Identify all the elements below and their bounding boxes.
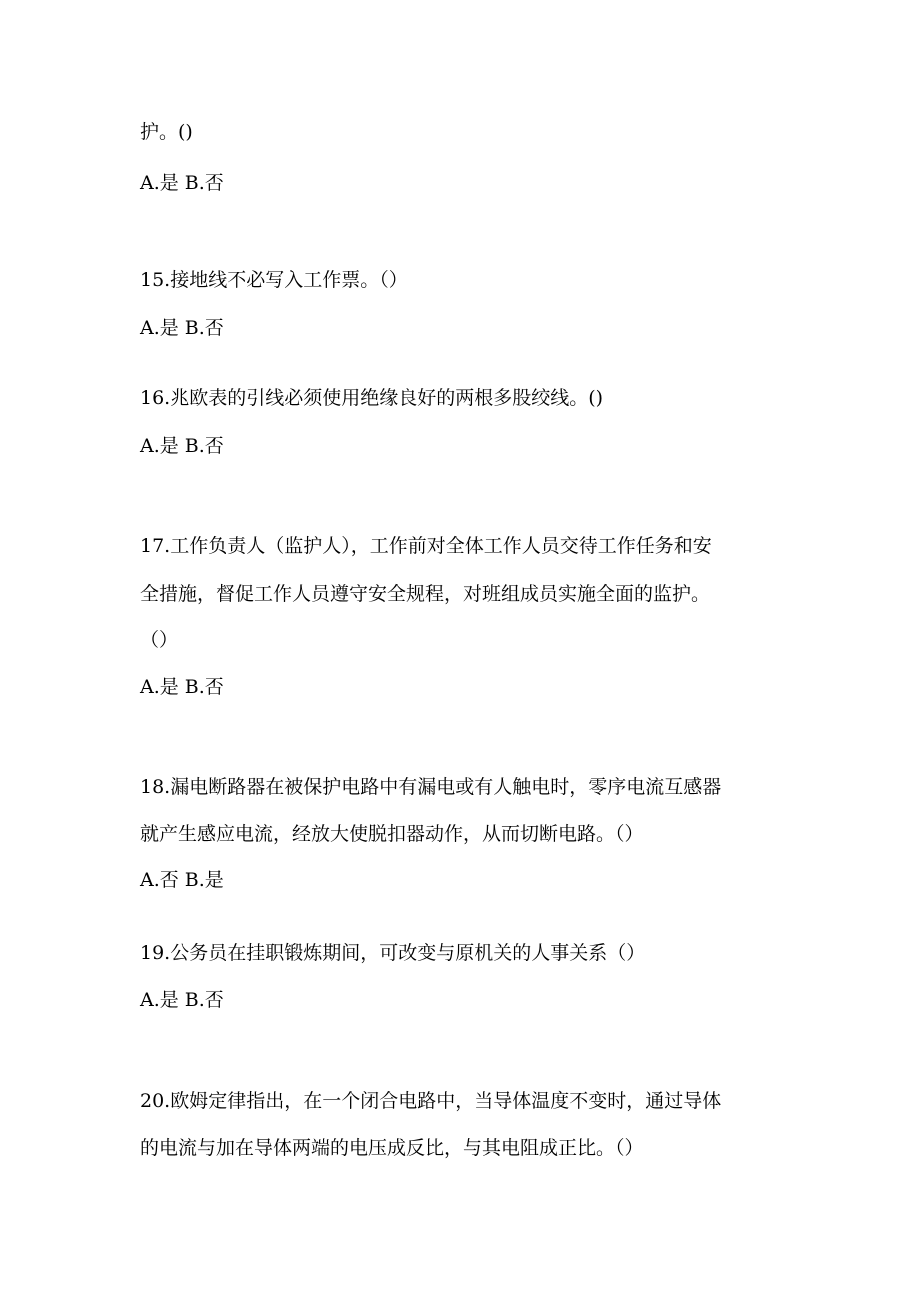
question-19-text: 19.公务员在挂职锻炼期间，可改变与原机关的人事关系（）	[140, 942, 646, 964]
question-18-text-line-1: 18.漏电断路器在被保护电路中有漏电或有人触电时，零序电流互感器	[140, 776, 722, 798]
question-15-text: 15.接地线不必写入工作票。（）	[140, 269, 408, 291]
question-16-text: 16.兆欧表的引线必须使用绝缘良好的两根多股绞线。()	[140, 387, 604, 409]
question-15-options: A.是 B.否	[140, 317, 224, 339]
question-17-options: A.是 B.否	[140, 676, 224, 698]
question-20-text-line-1: 20.欧姆定律指出，在一个闭合电路中，当导体温度不变时，通过导体	[140, 1090, 722, 1112]
question-17-text-line-1: 17.工作负责人（监护人），工作前对全体工作人员交待工作任务和安	[140, 535, 712, 557]
question-18-text-line-2: 就产生感应电流，经放大使脱扣器动作，从而切断电路。（）	[140, 823, 644, 845]
question-19-options: A.是 B.否	[140, 989, 224, 1011]
question-14-continuation: 护。()	[140, 121, 193, 143]
question-14-options: A.是 B.否	[140, 172, 224, 194]
question-17-text-line-3: （）	[140, 629, 179, 651]
question-18-options: A.否 B.是	[140, 869, 224, 891]
question-16-options: A.是 B.否	[140, 435, 224, 457]
question-17-text-line-2: 全措施，督促工作人员遵守安全规程，对班组成员实施全面的监护。	[140, 583, 711, 605]
question-20-text-line-2: 的电流与加在导体两端的电压成反比，与其电阻成正比。（）	[140, 1137, 644, 1159]
